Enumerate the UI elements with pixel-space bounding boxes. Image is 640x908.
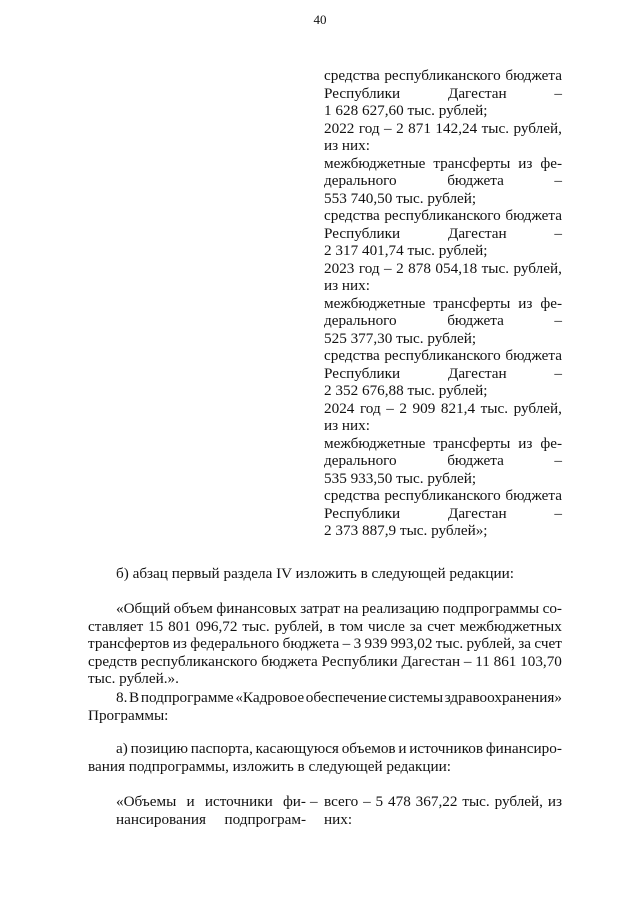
word: – [363,793,371,810]
passport-funding-column [324,67,562,540]
funding-line-part: – [554,312,562,329]
funding-line [324,400,562,418]
funding-line: из них: [324,137,370,154]
word: из [547,793,562,810]
word: бюджета [505,207,562,224]
funding-line-part: – [554,504,562,522]
funding-line [324,172,562,190]
word: объем [173,600,213,617]
word: всего [324,793,359,810]
word: республиканского [384,347,501,364]
word: – [384,259,392,277]
word: тыс. [462,793,490,810]
funding-line: 535 933,50 тыс. рублей; [324,469,477,487]
word: трансферты [433,434,511,452]
word: числе [368,617,405,635]
word: источников [409,740,484,757]
word: «Общий [116,600,171,617]
word: средства [324,487,380,504]
funding-line-part: Республики [324,504,401,522]
word: 878 [408,259,431,277]
passport-row-value [324,793,562,828]
funding-line: 525 377,30 тыс. рублей; [324,329,477,347]
funding-line-part: Дагестан [447,504,507,522]
word: со- [542,600,562,617]
funding-line [324,260,562,278]
word: «Кадровое [235,689,305,706]
word: рублей, [274,617,323,635]
word: Республики [321,652,398,670]
funding-line [324,67,562,85]
passport-label-line-2 [116,811,306,829]
word: 142,24 [435,119,478,137]
word: нансирования [116,810,207,828]
word: фе- [540,434,562,452]
word: 801 [168,617,191,635]
funding-line-part: – [554,364,562,382]
funding-line: 2 352 676,88 тыс. рублей; [324,382,488,399]
quote-line-1 [88,600,562,618]
word: рублей, [466,635,515,652]
word: а) [116,740,128,757]
word: здравоохранения» [444,689,562,706]
word: рублей, [513,119,562,137]
word: тыс. [481,259,510,277]
passport-row-dash: – [310,793,318,810]
word: средства [324,347,380,364]
word: подпрограммы [442,600,540,617]
word: год [358,119,380,137]
funding-line-part: – [554,172,562,189]
word: 993,02 [390,635,433,652]
word: 871 [408,119,431,137]
word: обеспечение [305,689,387,706]
word: фе- [540,294,562,312]
funding-line [324,452,562,470]
funding-line-part: бюджета [447,312,504,329]
word: из [518,154,533,172]
word: на [343,600,359,617]
word: системы [388,689,444,706]
funding-line-part: Республики [324,84,401,102]
word: бюджета [505,347,562,364]
passport-value-line-1 [324,793,562,811]
paragraph-b-text: б) абзац первый раздела IV изложить в следующей редакции: [116,565,515,582]
word: рублей, [494,793,543,810]
word: трансферты [433,154,511,172]
word: 3 [353,635,362,652]
word: 2 [396,259,404,277]
word: за [409,617,423,635]
word: паспорта, [190,740,253,757]
word: – [463,652,472,670]
word: 367,22 [415,793,458,810]
funding-line-part: Дагестан [447,84,507,102]
funding-line: 1 628 627,60 тыс. рублей; [324,102,488,119]
word: тыс. [435,635,464,652]
funding-line [324,225,562,243]
word: 8. [116,689,128,706]
para8-line-1 [88,689,562,707]
word: 054,18 [435,259,478,277]
word: 11 [475,652,490,670]
word: подпрограмме [140,689,234,706]
word: фе- [540,154,562,172]
word: 939 [364,635,388,652]
word: В [129,689,140,706]
word: из [518,294,533,312]
word: 909 [412,399,436,417]
word: затрат [300,600,340,617]
word: год [359,399,381,417]
passport-value-line-2: них: [324,810,353,828]
word: из [172,635,187,652]
word: счет [534,635,562,652]
funding-line-part: бюджета [447,172,504,189]
word: из [518,434,533,452]
page-number: 40 [313,12,327,27]
word: республиканского [140,652,258,670]
quote-line-3 [88,635,562,653]
word: 5 [375,793,384,810]
word: источники [204,793,273,810]
word: касающуюся [255,740,339,757]
word: и [398,740,407,757]
word: за [518,635,532,652]
word: 861 [493,652,517,670]
word: финансиро- [485,740,562,757]
word: бюджета [282,635,340,652]
word: тыс. [242,617,270,635]
word: 103,70 [520,652,562,670]
word: бюджета [505,487,562,504]
funding-line-part: дерального [324,312,397,329]
word: межбюджетных [459,617,562,635]
funding-line: 2 373 887,9 тыс. рублей»; [324,522,488,539]
word: рублей, [513,399,562,417]
funding-line [324,505,562,523]
word: реализацию [361,600,440,617]
funding-line-part: – [554,452,562,469]
word: ставляет [88,617,144,635]
passport-label-line-1 [116,793,306,811]
word: – [386,399,394,417]
word: 2024 [324,399,355,417]
word: подпрограм- [224,810,306,828]
word: тыс. [481,119,510,137]
word: «Объемы [116,793,177,810]
word: межбюджетные [324,434,426,452]
word: 2 [399,399,407,417]
funding-line-part: Республики [324,224,401,242]
funding-line-part: дерального [324,452,397,469]
word: – [342,635,351,652]
word: Дагестан [401,652,461,670]
word: трансферты [433,294,511,312]
word: федерального [190,635,280,652]
word: финансовых [216,600,297,617]
word: средства [324,207,380,224]
funding-line: из них: [324,277,370,294]
word: 2022 [324,119,355,137]
funding-line: из них: [324,417,370,434]
funding-line [324,85,562,103]
funding-line-part: Дагестан [447,364,507,382]
word: рублей, [513,259,562,277]
word: фи- [282,793,306,810]
funding-line-part: дерального [324,172,397,189]
funding-line [324,312,562,330]
word: 478 [388,793,411,810]
word: республиканского [384,67,501,84]
word: 2023 [324,259,355,277]
funding-line-part: Республики [324,364,401,382]
word: тыс. [480,399,509,417]
funding-line-part: бюджета [447,452,504,469]
word: 096,72 [195,617,238,635]
paraa-line-2: вания подпрограммы, изложить в следующей редакции: [88,757,452,775]
word: – [384,119,392,137]
word: 821,4 [440,399,476,417]
paraa-line-1 [88,740,562,758]
paragraph-a [88,740,562,775]
word: республиканского [384,207,501,224]
word: счет [427,617,455,635]
paragraph-quote [88,600,562,688]
funding-line-part: – [554,224,562,242]
funding-line [324,207,562,225]
para8-line-2: Программы: [88,706,169,724]
quote-line-5: тыс. рублей.». [88,670,179,687]
funding-line [324,365,562,383]
quote-line-2 [88,618,562,636]
paragraph-8 [88,689,562,724]
word: 15 [148,617,164,635]
word: средств [88,652,138,670]
word: трансфертов [88,635,170,652]
word: республиканского [384,487,501,504]
paragraph-b [88,565,562,583]
funding-line-part: Дагестан [447,224,507,242]
funding-line-part: – [554,84,562,102]
word: бюджета [261,652,318,670]
quote-line-4 [88,653,562,671]
word: год [358,259,380,277]
word: бюджета [505,67,562,84]
word: и [186,793,195,810]
funding-line: 553 740,50 тыс. рублей; [324,189,477,207]
funding-line [324,155,562,173]
word: межбюджетные [324,294,426,312]
word: том [339,617,364,635]
funding-line [324,347,562,365]
funding-line [324,295,562,313]
word: позицию [130,740,189,757]
passport-row-label [116,793,306,828]
funding-line [324,120,562,138]
funding-line [324,435,562,453]
word: средства [324,67,380,84]
word: объемов [341,740,396,757]
word: 2 [396,119,404,137]
word: межбюджетные [324,154,426,172]
word: в [327,617,335,635]
funding-line: 2 317 401,74 тыс. рублей; [324,242,488,259]
funding-line [324,487,562,505]
